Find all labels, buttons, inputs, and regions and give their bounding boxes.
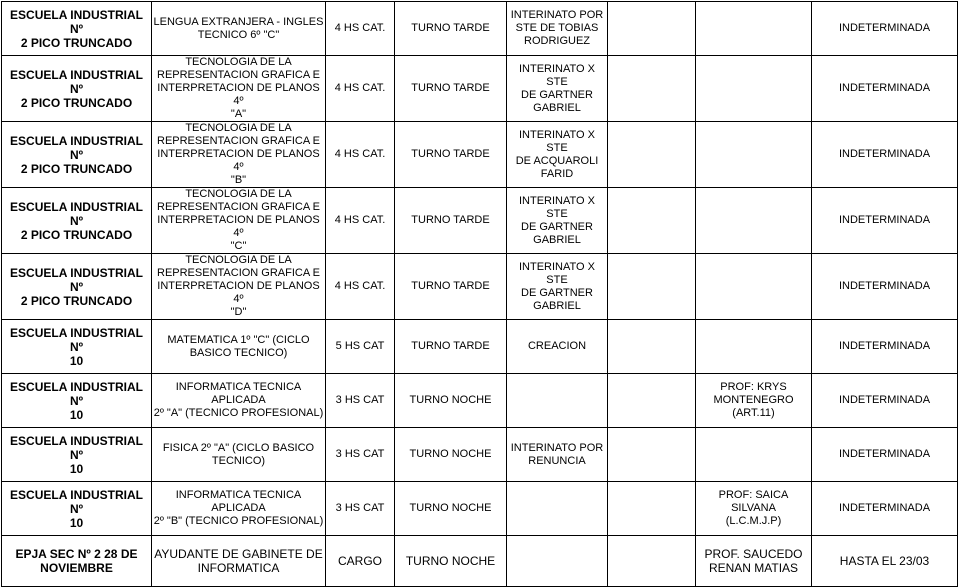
situation-cell: INTERINATO X STE DE ACQUAROLI FARID	[507, 122, 608, 188]
teacher-cell: PROF: SAICA SILVANA (L.C.M.J.P)	[696, 482, 812, 536]
school-cell: ESCUELA INDUSTRIAL Nº 2 PICO TRUNCADO	[2, 122, 152, 188]
teacher-cell: PROF: KRYS MONTENEGRO (ART.11)	[696, 374, 812, 428]
subject-cell: INFORMATICA TECNICA APLICADA 2º "B" (TECNICO PROFESIONAL)	[152, 482, 326, 536]
teacher-cell: PROF. SAUCEDO RENAN MATIAS	[696, 536, 812, 587]
subject-cell: MATEMATICA 1º "C" (CICLO BASICO TECNICO)	[152, 320, 326, 374]
table-row	[2, 2, 958, 56]
hours-cell: 4 HS CAT.	[326, 254, 395, 320]
table-row	[2, 254, 958, 320]
subject-cell: LENGUA EXTRANJERA - INGLES TECNICO 6º "C"	[152, 2, 326, 56]
table-row	[2, 56, 958, 122]
hours-cell: 5 HS CAT	[326, 320, 395, 374]
school-cell: ESCUELA INDUSTRIAL Nº 10	[2, 428, 152, 482]
term-cell: INDETERMINADA	[812, 482, 958, 536]
shift-cell: TURNO NOCHE	[395, 428, 507, 482]
situation-cell: INTERINATO X STE DE GARTNER GABRIEL	[507, 254, 608, 320]
school-cell: ESCUELA INDUSTRIAL Nº 2 PICO TRUNCADO	[2, 2, 152, 56]
table-row	[2, 122, 958, 188]
term-cell: INDETERMINADA	[812, 122, 958, 188]
school-cell: ESCUELA INDUSTRIAL Nº 2 PICO TRUNCADO	[2, 188, 152, 254]
hours-cell: 3 HS CAT	[326, 428, 395, 482]
subject-cell: TECNOLOGIA DE LA REPRESENTACION GRAFICA E INTERPRETACION DE PLANOS 4º "B"	[152, 122, 326, 188]
hours-cell: 3 HS CAT	[326, 482, 395, 536]
term-cell: HASTA EL 23/03	[812, 536, 958, 587]
situation-cell: INTERINATO X STE DE GARTNER GABRIEL	[507, 188, 608, 254]
shift-cell: TURNO NOCHE	[395, 374, 507, 428]
empty-cell	[608, 374, 696, 428]
situation-cell: CREACION	[507, 320, 608, 374]
shift-cell: TURNO NOCHE	[395, 536, 507, 587]
school-cell: ESCUELA INDUSTRIAL Nº 10	[2, 482, 152, 536]
hours-cell: 4 HS CAT.	[326, 56, 395, 122]
teacher-cell	[696, 122, 812, 188]
hours-cell: 4 HS CAT.	[326, 188, 395, 254]
term-cell: INDETERMINADA	[812, 374, 958, 428]
situation-cell: INTERINATO X STE DE GARTNER GABRIEL	[507, 56, 608, 122]
empty-cell	[608, 2, 696, 56]
shift-cell: TURNO TARDE	[395, 254, 507, 320]
school-cell: ESCUELA INDUSTRIAL Nº 10	[2, 374, 152, 428]
table-row	[2, 188, 958, 254]
situation-cell	[507, 536, 608, 587]
empty-cell	[608, 188, 696, 254]
term-cell: INDETERMINADA	[812, 56, 958, 122]
term-cell: INDETERMINADA	[812, 320, 958, 374]
empty-cell	[608, 536, 696, 587]
hours-cell: CARGO	[326, 536, 395, 587]
teacher-cell	[696, 188, 812, 254]
situation-cell	[507, 482, 608, 536]
shift-cell: TURNO TARDE	[395, 2, 507, 56]
table-row	[2, 374, 958, 428]
situation-cell: INTERINATO POR STE DE TOBIAS RODRIGUEZ	[507, 2, 608, 56]
school-cell: ESCUELA INDUSTRIAL Nº 10	[2, 320, 152, 374]
subject-cell: TECNOLOGIA DE LA REPRESENTACION GRAFICA E INTERPRETACION DE PLANOS 4º "A"	[152, 56, 326, 122]
subject-cell: AYUDANTE DE GABINETE DE INFORMATICA	[152, 536, 326, 587]
empty-cell	[608, 254, 696, 320]
table-row	[2, 482, 958, 536]
hours-cell: 4 HS CAT.	[326, 122, 395, 188]
table-row	[2, 320, 958, 374]
hours-cell: 4 HS CAT.	[326, 2, 395, 56]
shift-cell: TURNO NOCHE	[395, 482, 507, 536]
table-row	[2, 536, 958, 587]
situation-cell	[507, 374, 608, 428]
situation-cell: INTERINATO POR RENUNCIA	[507, 428, 608, 482]
school-cell: ESCUELA INDUSTRIAL Nº 2 PICO TRUNCADO	[2, 56, 152, 122]
shift-cell: TURNO TARDE	[395, 56, 507, 122]
teacher-cell	[696, 320, 812, 374]
school-cell: EPJA SEC Nº 2 28 DE NOVIEMBRE	[2, 536, 152, 587]
empty-cell	[608, 320, 696, 374]
teacher-cell	[696, 2, 812, 56]
shift-cell: TURNO TARDE	[395, 188, 507, 254]
vacancies-table	[1, 1, 958, 587]
teacher-cell	[696, 56, 812, 122]
subject-cell: TECNOLOGIA DE LA REPRESENTACION GRAFICA E INTERPRETACION DE PLANOS 4º "C"	[152, 188, 326, 254]
term-cell: INDETERMINADA	[812, 428, 958, 482]
subject-cell: INFORMATICA TECNICA APLICADA 2º "A" (TECNICO PROFESIONAL)	[152, 374, 326, 428]
shift-cell: TURNO TARDE	[395, 320, 507, 374]
table-row	[2, 428, 958, 482]
term-cell: INDETERMINADA	[812, 254, 958, 320]
teacher-cell	[696, 254, 812, 320]
subject-cell: TECNOLOGIA DE LA REPRESENTACION GRAFICA E INTERPRETACION DE PLANOS 4º "D"	[152, 254, 326, 320]
empty-cell	[608, 428, 696, 482]
subject-cell: FISICA 2º "A" (CICLO BASICO TECNICO)	[152, 428, 326, 482]
empty-cell	[608, 56, 696, 122]
teacher-cell	[696, 428, 812, 482]
school-cell: ESCUELA INDUSTRIAL Nº 2 PICO TRUNCADO	[2, 254, 152, 320]
empty-cell	[608, 482, 696, 536]
hours-cell: 3 HS CAT	[326, 374, 395, 428]
term-cell: INDETERMINADA	[812, 188, 958, 254]
term-cell: INDETERMINADA	[812, 2, 958, 56]
shift-cell: TURNO TARDE	[395, 122, 507, 188]
empty-cell	[608, 122, 696, 188]
